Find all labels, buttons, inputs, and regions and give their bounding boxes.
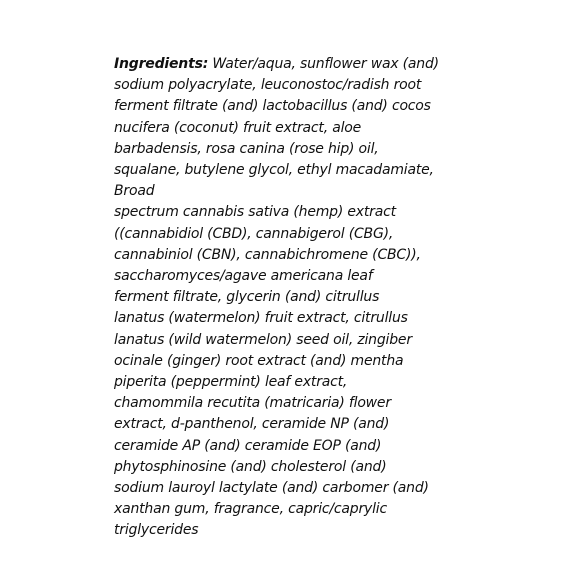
ingredients-text-line: nucifera (coconut) fruit extract, aloe bbox=[114, 119, 362, 136]
ingredients-text-line: phytosphinosine (and) cholesterol (and) bbox=[114, 458, 387, 475]
ingredients-text-line: Water/aqua, sunflower wax (and) bbox=[208, 56, 439, 72]
ingredients-text-block bbox=[114, 54, 474, 542]
ingredients-text-line: extract, d-panthenol, ceramide NP (and) bbox=[114, 416, 390, 433]
ingredients-text-line: ferment filtrate (and) lactobacillus (and) cocos bbox=[114, 98, 431, 115]
ingredients-text-line: lanatus (wild watermelon) seed oil, zingiber bbox=[114, 331, 412, 348]
ingredients-text-line: cannabiniol (CBN), cannabichromene (CBC)), bbox=[114, 246, 421, 263]
ingredients-text-line: barbadensis, rosa canina (rose hip) oil, bbox=[114, 140, 379, 157]
ingredients-text-line: squalane, butylene glycol, ethyl macadamiate, bbox=[114, 162, 434, 179]
ingredients-text-line: Broad bbox=[114, 183, 155, 200]
ingredients-text-line: ((cannabidiol (CBD), cannabigerol (CBG), bbox=[114, 225, 394, 242]
ingredients-text-line: spectrum cannabis sativa (hemp) extract bbox=[114, 204, 396, 221]
ingredients-text-line: ocinale (ginger) root extract (and) mentha bbox=[114, 352, 404, 369]
ingredients-text-line: lanatus (watermelon) fruit extract, citrullus bbox=[114, 310, 408, 327]
ingredients-text-line: triglycerides bbox=[114, 522, 199, 539]
ingredients-label: Ingredients: bbox=[114, 56, 209, 72]
ingredients-text-line: chamommila recutita (matricaria) flower bbox=[114, 395, 391, 412]
ingredients-text-line: piperita (peppermint) leaf extract, bbox=[114, 374, 348, 391]
ingredients-text-line: saccharomyces/agave americana leaf bbox=[114, 268, 373, 285]
ingredients-text-line: xanthan gum, fragrance, capric/caprylic bbox=[114, 501, 387, 518]
ingredients-text-line: ceramide AP (and) ceramide EOP (and) bbox=[114, 437, 382, 454]
ingredients-line-1 bbox=[114, 54, 474, 75]
ingredients-text-line: ferment filtrate, glycerin (and) citrullus bbox=[114, 289, 380, 306]
ingredients-text-line: sodium lauroyl lactylate (and) carbomer (and) bbox=[114, 480, 429, 497]
ingredients-text-line: sodium polyacrylate, leuconostoc/radish root bbox=[114, 77, 422, 94]
